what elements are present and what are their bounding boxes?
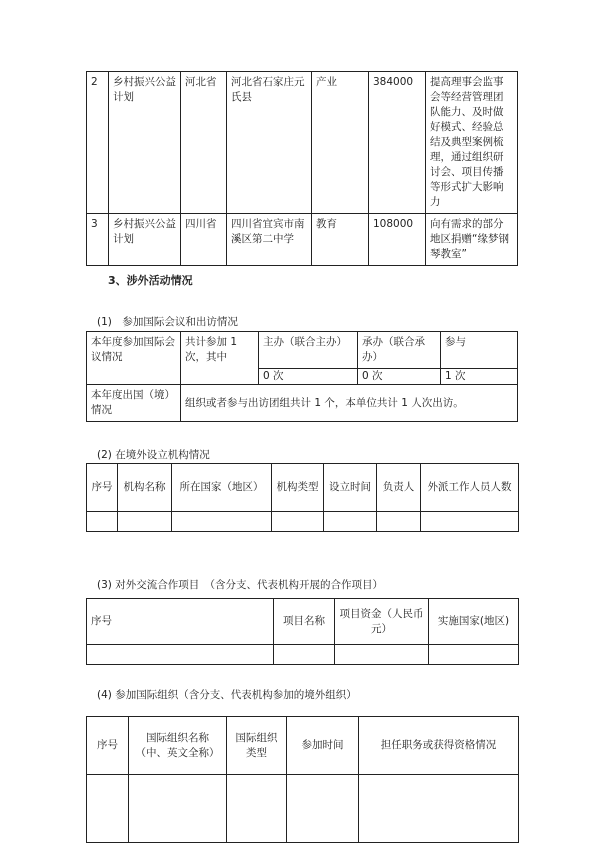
- cell-description: 向有需求的部分地区捐赠“缘梦钢琴教室”: [426, 214, 518, 266]
- empty-cell: [377, 512, 421, 532]
- empty-cell: [172, 512, 272, 532]
- cell-project-name: 乡村振兴公益计划: [109, 214, 181, 266]
- host-value: 0 次: [259, 369, 358, 385]
- empty-cell: [87, 775, 129, 843]
- cell-amount: 108000: [369, 214, 426, 266]
- header-cell: 担任职务或获得资格情况: [359, 717, 519, 775]
- intl-organizations-table: [86, 716, 519, 843]
- header-cell: 设立时间: [324, 464, 377, 512]
- table-row: [87, 512, 519, 532]
- empty-cell: [335, 645, 429, 665]
- cell-project-name: 乡村振兴公益计划: [109, 72, 181, 214]
- empty-cell: [287, 775, 359, 843]
- header-cell: 项目名称: [274, 599, 335, 645]
- empty-cell: [421, 512, 519, 532]
- cell-description: 提高理事会监事会等经营管理团队能力、及时做好模式、经验总结及典型案例梳理，通过组织研讨会、项目传播等形式扩大影响力: [426, 72, 518, 214]
- cell-location: 四川省宜宾市南溪区第二中学: [227, 214, 312, 266]
- projects-table: [86, 71, 518, 266]
- meetings-total: 共计参加 1 次，其中: [181, 332, 259, 385]
- table-row: [87, 645, 519, 665]
- co-value: 0 次: [358, 369, 441, 385]
- cooperation-projects-table: [86, 598, 519, 665]
- empty-cell: [272, 512, 324, 532]
- co-label: 承办（联合承办）: [358, 332, 441, 369]
- header-cell: 序号: [87, 599, 274, 645]
- cell-index: 3: [87, 214, 109, 266]
- cell-province: 四川省: [181, 214, 227, 266]
- empty-cell: [129, 775, 227, 843]
- header-cell: 国际组织名称（中、英文全称）: [129, 717, 227, 775]
- header-cell: 国际组织类型: [227, 717, 287, 775]
- header-cell: 机构名称: [118, 464, 172, 512]
- table-row: [87, 775, 519, 843]
- meetings-label: 本年度参加国际会议情况: [87, 332, 181, 385]
- header-cell: 序号: [87, 717, 129, 775]
- header-cell: 机构类型: [272, 464, 324, 512]
- table-row: [87, 214, 518, 266]
- cell-amount: 384000: [369, 72, 426, 214]
- empty-cell: [227, 775, 287, 843]
- cell-location: 河北省石家庄元氏县: [227, 72, 312, 214]
- header-cell: 参加时间: [287, 717, 359, 775]
- table-row: [87, 717, 519, 775]
- header-cell: 所在国家（地区）: [172, 464, 272, 512]
- section-3-heading: 3、涉外活动情况: [108, 274, 193, 287]
- cell-province: 河北省: [181, 72, 227, 214]
- empty-cell: [274, 645, 335, 665]
- table-row: [87, 464, 519, 512]
- empty-cell: [324, 512, 377, 532]
- table-row: [87, 385, 518, 422]
- empty-cell: [429, 645, 519, 665]
- join-value: 1 次: [441, 369, 518, 385]
- empty-cell: [87, 512, 118, 532]
- abroad-label: 本年度出国（境）情况: [87, 385, 181, 422]
- sub2-heading: (2) 在境外设立机构情况: [97, 449, 210, 461]
- meetings-table: [86, 331, 518, 422]
- table-row: [87, 332, 518, 369]
- header-cell: 项目资金（人民币元）: [335, 599, 429, 645]
- abroad-value: 组织或者参与出访团组共计 1 个，本单位共计 1 人次出访。: [181, 385, 518, 422]
- sub4-heading: (4) 参加国际组织（含分支、代表机构参加的境外组织）: [97, 689, 357, 701]
- cell-field: 产业: [312, 72, 369, 214]
- table-row: [87, 599, 519, 645]
- header-cell: 实施国家(地区): [429, 599, 519, 645]
- empty-cell: [118, 512, 172, 532]
- cell-index: 2: [87, 72, 109, 214]
- header-cell: 负责人: [377, 464, 421, 512]
- empty-cell: [359, 775, 519, 843]
- host-label: 主办（联合主办）: [259, 332, 358, 369]
- sub3-heading: (3) 对外交流合作项目 （含分支、代表机构开展的合作项目）: [97, 579, 383, 591]
- header-cell: 外派工作人员人数: [421, 464, 519, 512]
- table-row: [87, 72, 518, 214]
- overseas-branches-table: [86, 463, 519, 532]
- join-label: 参与: [441, 332, 518, 369]
- empty-cell: [87, 645, 274, 665]
- cell-field: 教育: [312, 214, 369, 266]
- sub1-heading: (1) 参加国际会议和出访情况: [97, 316, 238, 328]
- header-cell: 序号: [87, 464, 118, 512]
